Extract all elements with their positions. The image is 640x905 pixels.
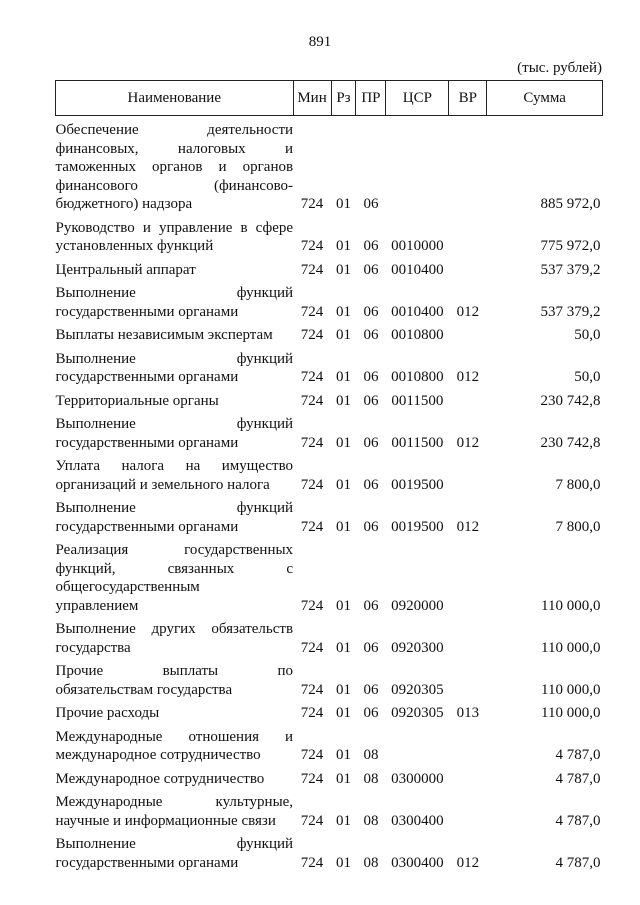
row-rz: 01 [335,196,351,212]
row-name-line: государственными органами [55,303,239,320]
page-number: 891 [308,34,332,50]
table-row [56,214,603,256]
row-pr: 06 [363,392,379,409]
row-rz: 01 [335,770,351,787]
row-rz: 01 [335,327,351,343]
row-vr: 012 [456,518,480,535]
row-sum: 230 742,8 [540,392,601,409]
header-min: Мин [293,81,331,116]
row-name-line: Выполнение функций [55,285,294,301]
header-rz: Рз [331,81,356,116]
row-rz: 01 [335,303,351,320]
row-name-line: Выполнение других обязательств [55,621,294,637]
row-csr: 0010400 [391,303,444,320]
row-pr: 06 [363,261,379,278]
table-header [56,81,603,116]
row-name-line: Прочие расходы [55,705,160,721]
row-csr: 0011500 [391,434,444,451]
row-name-line: финансовых, налоговых и [55,140,294,157]
row-name-line: Выполнение функций [55,836,294,852]
row-pr: 06 [363,639,379,656]
row-min: 724 [300,434,324,451]
row-name-line: государственными органами [55,434,239,451]
row-name-line: таможенных органов и органов [55,159,294,175]
row-name [56,536,294,615]
row-min: 724 [300,518,324,535]
row-rz: 01 [335,369,351,385]
header-vr: ВР [449,81,487,116]
row-name-line: Выполнение функций [55,416,294,432]
row-vr [449,214,487,256]
row-min: 724 [300,854,324,871]
row-vr [449,536,487,615]
row-name-line: Международные отношения и [55,728,294,745]
row-rz: 01 [335,238,351,254]
row-csr [386,723,449,765]
row-sum: 537 379,2 [540,303,601,320]
row-sum: 4 787,0 [555,812,601,829]
row-name-line: функций, связанных с [55,560,294,577]
row-sum: 775 972,0 [540,238,601,254]
row-pr: 08 [363,770,379,787]
table-row [56,321,603,345]
row-vr [449,765,487,789]
row-csr: 0300000 [391,770,444,787]
row-pr: 06 [363,327,379,343]
row-pr: 08 [363,812,379,829]
row-csr: 0920000 [391,597,444,614]
table-row [56,116,603,214]
row-name-line: Выполнение функций [55,500,294,516]
row-name [56,723,294,765]
table-row [56,536,603,615]
row-csr: 0920300 [391,639,444,656]
row-name [56,699,294,723]
row-name [56,345,294,387]
row-vr [449,387,487,411]
row-vr [449,788,487,830]
row-vr [449,116,487,214]
row-sum: 537 379,2 [540,261,601,278]
row-vr [449,256,487,280]
row-csr: 0019500 [391,476,444,493]
header-pr: ПР [356,81,386,116]
row-pr: 08 [363,747,379,763]
row-name-line: научные и информационные связи [55,812,276,829]
row-csr: 0300400 [391,812,444,829]
row-name-line: государственными органами [55,369,239,385]
row-pr: 06 [363,303,379,320]
row-name-line: государства [55,639,131,656]
row-name-line: Международное сотрудничество [55,770,265,787]
units-label: (тыс. рублей) [517,60,602,76]
row-name-line: управлением [55,597,139,614]
table-row [56,723,603,765]
row-name [56,494,294,536]
row-min: 724 [300,476,324,493]
row-min: 724 [300,392,324,409]
row-sum: 885 972,0 [540,196,601,212]
row-name-line: Руководство и управление в сфере [55,219,294,236]
row-csr: 0019500 [391,518,444,535]
row-vr [449,615,487,657]
header-sum: Сумма [487,81,603,116]
row-name [56,830,294,872]
row-min: 724 [300,261,324,278]
row-name-line: Реализация государственных [55,542,294,558]
table-row [56,345,603,387]
row-name [56,615,294,657]
row-csr [386,116,449,214]
row-name-line: бюджетного) надзора [55,196,193,212]
row-pr: 06 [363,597,379,614]
row-sum: 4 787,0 [555,854,601,871]
row-name-line: организаций и земельного налога [55,476,270,493]
row-name [56,256,294,280]
row-name-line: Выплаты независимым экспертам [55,327,273,343]
row-csr: 0300400 [391,854,444,871]
row-rz: 01 [335,812,351,829]
row-rz: 01 [335,261,351,278]
table-row [56,615,603,657]
row-min: 724 [300,238,324,254]
row-csr: 0010800 [391,369,444,385]
row-name-line: Уплата налога на имущество [55,458,294,474]
row-min: 724 [300,812,324,829]
row-min: 724 [300,369,324,385]
row-pr: 06 [363,476,379,493]
table-row [56,256,603,280]
row-pr: 06 [363,681,379,698]
row-rz: 01 [335,705,351,721]
table-row [56,279,603,321]
row-name-line: установленных функций [55,238,214,254]
row-vr: 012 [456,434,480,451]
table-row [56,494,603,536]
row-name-line: Территориальные органы [55,392,219,409]
row-pr: 06 [363,196,379,212]
row-sum: 230 742,8 [540,434,601,451]
row-vr: 012 [456,369,480,385]
row-name-line: государственными органами [55,518,239,535]
row-pr: 06 [363,434,379,451]
row-pr: 06 [363,238,379,254]
row-sum: 7 800,0 [555,518,601,535]
row-name [56,765,294,789]
row-csr: 0010400 [391,261,444,278]
row-name [56,657,294,699]
header-csr: ЦСР [386,81,449,116]
row-pr: 06 [363,705,379,721]
table-row [56,387,603,411]
row-name-line: международное сотрудничество [55,747,261,763]
row-pr: 06 [363,518,379,535]
row-name-line: финансового (финансово- [55,177,294,194]
row-vr: 013 [456,705,480,721]
row-sum: 110 000,0 [541,597,601,614]
budget-table [55,80,603,872]
row-name-line: обязательствам государства [55,681,233,698]
row-min: 724 [300,681,324,698]
row-name [56,788,294,830]
row-name-line: Международные культурные, [55,794,294,810]
row-rz: 01 [335,434,351,451]
row-rz: 01 [335,854,351,871]
row-min: 724 [300,639,324,656]
row-rz: 01 [335,476,351,493]
row-rz: 01 [335,639,351,656]
row-sum: 4 787,0 [555,747,601,763]
row-vr [449,657,487,699]
row-min: 724 [300,705,324,721]
row-csr: 0920305 [391,681,444,698]
row-min: 724 [300,597,324,614]
row-csr: 0010800 [391,327,444,343]
table-row [56,830,603,872]
row-name [56,214,294,256]
row-vr [449,321,487,345]
row-csr: 0010000 [391,238,444,254]
table-row [56,699,603,723]
table-row [56,410,603,452]
row-sum: 4 787,0 [555,770,601,787]
row-sum: 110 000,0 [541,639,601,656]
row-sum: 110 000,0 [541,681,601,698]
row-name-line: Прочие выплаты по [55,663,294,679]
row-pr: 06 [363,369,379,385]
row-name-line: государственными органами [55,854,239,871]
table-row [56,657,603,699]
row-vr: 012 [456,303,480,320]
row-rz: 01 [335,681,351,698]
row-rz: 01 [335,597,351,614]
row-sum: 50,0 [574,327,601,343]
row-min: 724 [300,303,324,320]
row-csr: 0011500 [391,392,444,409]
table-row [56,765,603,789]
row-vr [449,723,487,765]
row-min: 724 [300,747,324,763]
row-min: 724 [300,327,324,343]
row-name [56,116,294,214]
row-rz: 01 [335,747,351,763]
header-name: Наименование [56,81,294,116]
row-name-line: Выполнение функций [55,350,294,367]
table-row [56,788,603,830]
row-rz: 01 [335,518,351,535]
table-row [56,452,603,494]
row-csr: 0920305 [391,705,444,721]
row-sum: 110 000,0 [541,705,601,721]
row-name [56,279,294,321]
row-name [56,321,294,345]
row-rz: 01 [335,392,351,409]
row-name-line: общегосударственным [55,579,200,595]
row-min: 724 [300,770,324,787]
row-name [56,452,294,494]
row-vr: 012 [456,854,480,871]
row-name-line: Центральный аппарат [55,261,196,278]
row-name-line: Обеспечение деятельности [55,122,294,138]
row-name [56,410,294,452]
row-vr [449,452,487,494]
row-sum: 7 800,0 [555,476,601,493]
row-pr: 08 [363,854,379,871]
row-name [56,387,294,411]
row-min: 724 [300,196,324,212]
row-sum: 50,0 [574,369,601,385]
